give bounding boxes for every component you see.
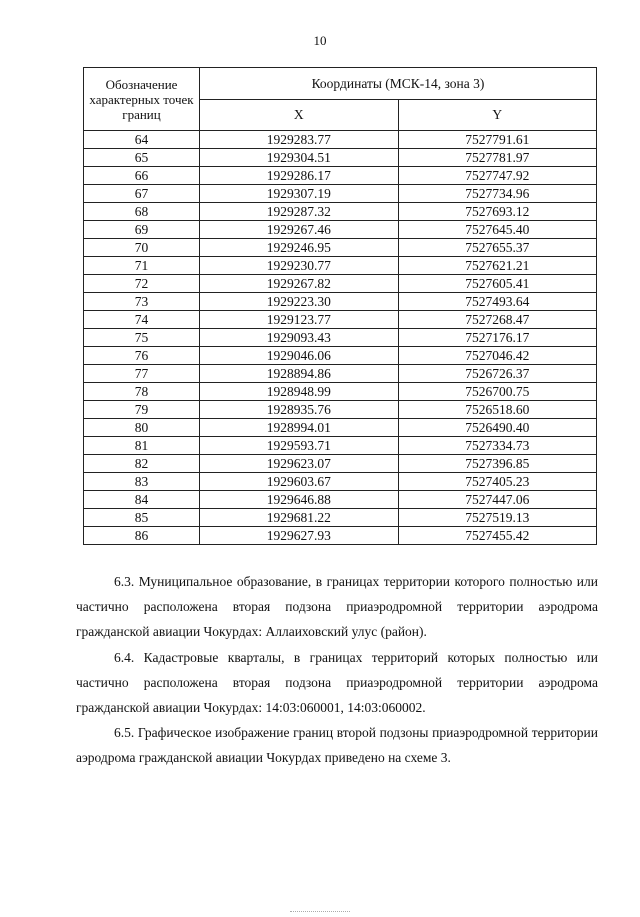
y-coordinate-cell: 7526490.40	[398, 419, 597, 437]
x-coordinate-cell: 1929123.77	[200, 311, 399, 329]
y-coordinate-cell: 7527334.73	[398, 437, 597, 455]
point-id-cell: 70	[84, 239, 200, 257]
point-id-cell: 67	[84, 185, 200, 203]
x-coordinate-cell: 1929223.30	[200, 293, 399, 311]
point-id-cell: 85	[84, 509, 200, 527]
point-id-cell: 73	[84, 293, 200, 311]
y-coordinate-cell: 7527176.17	[398, 329, 597, 347]
table-row	[84, 383, 597, 401]
table-row	[84, 419, 597, 437]
y-coordinate-cell: 7527396.85	[398, 455, 597, 473]
table-row	[84, 221, 597, 239]
point-id-cell: 65	[84, 149, 200, 167]
point-id-cell: 64	[84, 131, 200, 149]
table-row	[84, 401, 597, 419]
y-coordinate-cell: 7527046.42	[398, 347, 597, 365]
page-number: 10	[313, 33, 327, 48]
x-coordinate-cell: 1929230.77	[200, 257, 399, 275]
table-row	[84, 329, 597, 347]
point-id-cell: 69	[84, 221, 200, 239]
table-row	[84, 365, 597, 383]
table-row	[84, 203, 597, 221]
point-id-cell: 86	[84, 527, 200, 545]
point-id-cell: 71	[84, 257, 200, 275]
table-row	[84, 437, 597, 455]
point-id-cell: 77	[84, 365, 200, 383]
x-coordinate-cell: 1929267.82	[200, 275, 399, 293]
y-coordinate-cell: 7526726.37	[398, 365, 597, 383]
paragraph-6-5: 6.5. Графическое изображение границ второй подзоны приаэродромной территории аэродрома гражданской авиации Чокурдах приведено на схеме 3.	[76, 725, 598, 765]
paragraph-6-4: 6.4. Кадастровые кварталы, в границах территорий которых полностью или частично расположена вторая подзона приаэродромной территории аэродрома гражданской авиации Чокурдах: 14:03:060001, 14:03:060002.	[76, 650, 598, 715]
point-id-cell: 72	[84, 275, 200, 293]
point-id-cell: 66	[84, 167, 200, 185]
table-row	[84, 527, 597, 545]
y-coordinate-cell: 7526518.60	[398, 401, 597, 419]
y-coordinate-cell: 7526700.75	[398, 383, 597, 401]
table-row	[84, 167, 597, 185]
point-id-cell: 68	[84, 203, 200, 221]
header-coordinates: Координаты (МСК-14, зона 3)	[200, 68, 597, 100]
x-coordinate-cell: 1929246.95	[200, 239, 399, 257]
footer-divider	[290, 911, 350, 912]
table-row	[84, 509, 597, 527]
table-row	[84, 149, 597, 167]
point-id-cell: 81	[84, 437, 200, 455]
y-coordinate-cell: 7527747.92	[398, 167, 597, 185]
table-row	[84, 347, 597, 365]
paragraph-6-3: 6.3. Муниципальное образование, в границах территории которого полностью или частично расположена вторая подзона приаэродромной территории аэродрома гражданской авиации Чокурдах: Аллаиховский улус (район).	[76, 574, 598, 639]
x-coordinate-cell: 1929287.32	[200, 203, 399, 221]
table-row	[84, 257, 597, 275]
x-coordinate-cell: 1929286.17	[200, 167, 399, 185]
x-coordinate-cell: 1929283.77	[200, 131, 399, 149]
x-coordinate-cell: 1929627.93	[200, 527, 399, 545]
x-coordinate-cell: 1929046.06	[200, 347, 399, 365]
x-coordinate-cell: 1928948.99	[200, 383, 399, 401]
y-coordinate-cell: 7527781.97	[398, 149, 597, 167]
point-id-cell: 82	[84, 455, 200, 473]
table-row	[84, 275, 597, 293]
y-coordinate-cell: 7527791.61	[398, 131, 597, 149]
x-coordinate-cell: 1929304.51	[200, 149, 399, 167]
y-coordinate-cell: 7527268.47	[398, 311, 597, 329]
y-coordinate-cell: 7527655.37	[398, 239, 597, 257]
y-coordinate-cell: 7527621.21	[398, 257, 597, 275]
y-coordinate-cell: 7527447.06	[398, 491, 597, 509]
y-coordinate-cell: 7527455.42	[398, 527, 597, 545]
point-id-cell: 74	[84, 311, 200, 329]
y-coordinate-cell: 7527519.13	[398, 509, 597, 527]
x-coordinate-cell: 1929646.88	[200, 491, 399, 509]
x-coordinate-cell: 1929267.46	[200, 221, 399, 239]
table-row	[84, 491, 597, 509]
table-row	[84, 185, 597, 203]
x-coordinate-cell: 1929093.43	[200, 329, 399, 347]
y-coordinate-cell: 7527605.41	[398, 275, 597, 293]
y-coordinate-cell: 7527734.96	[398, 185, 597, 203]
x-coordinate-cell: 1929307.19	[200, 185, 399, 203]
header-point: Обозначение характерных точек границ	[84, 68, 200, 131]
point-id-cell: 84	[84, 491, 200, 509]
x-coordinate-cell: 1929623.07	[200, 455, 399, 473]
point-id-cell: 83	[84, 473, 200, 491]
table-row	[84, 473, 597, 491]
point-id-cell: 76	[84, 347, 200, 365]
x-coordinate-cell: 1928935.76	[200, 401, 399, 419]
y-coordinate-cell: 7527405.23	[398, 473, 597, 491]
x-coordinate-cell: 1928994.01	[200, 419, 399, 437]
x-coordinate-cell: 1929603.67	[200, 473, 399, 491]
table-row	[84, 131, 597, 149]
coordinates-table	[83, 67, 597, 545]
x-coordinate-cell: 1929593.71	[200, 437, 399, 455]
y-coordinate-cell: 7527645.40	[398, 221, 597, 239]
point-id-cell: 79	[84, 401, 200, 419]
table-row	[84, 293, 597, 311]
y-coordinate-cell: 7527693.12	[398, 203, 597, 221]
table-row	[84, 239, 597, 257]
x-coordinate-cell: 1929681.22	[200, 509, 399, 527]
header-y: Y	[398, 99, 597, 131]
point-id-cell: 75	[84, 329, 200, 347]
header-x: X	[200, 99, 399, 131]
y-coordinate-cell: 7527493.64	[398, 293, 597, 311]
x-coordinate-cell: 1928894.86	[200, 365, 399, 383]
table-row	[84, 455, 597, 473]
point-id-cell: 78	[84, 383, 200, 401]
point-id-cell: 80	[84, 419, 200, 437]
table-row	[84, 311, 597, 329]
